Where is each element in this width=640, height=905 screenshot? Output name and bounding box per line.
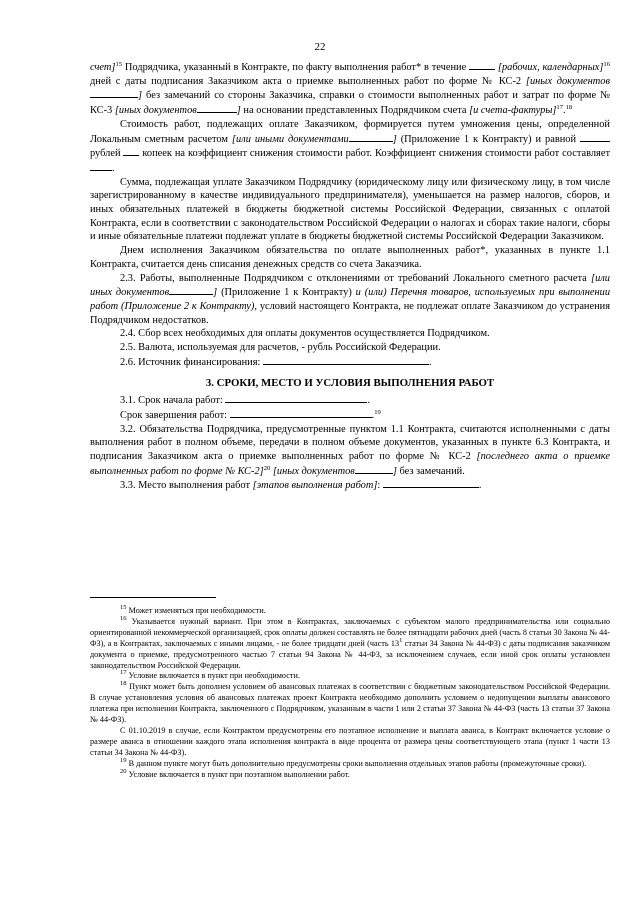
text: копеек на коэффициент снижения стоимости работ. Коэффициент снижения стоимости работ составляет (139, 148, 610, 160)
text-italic: [иных документов (525, 75, 610, 87)
text-italic: [последнего акта о приемке выполненных работ по форме № КС-2] (90, 450, 611, 477)
text: . (563, 105, 566, 117)
text-italic: [иных документов (114, 105, 197, 117)
footnote-19 (90, 756, 610, 770)
text: (Приложение 1 к Контракту) (217, 287, 356, 299)
text-italic: ] (138, 90, 143, 102)
text-italic: ] (392, 465, 397, 477)
footnote-18-continued: С 01.10.2019 в случае, если Контрактом предусмотрены его поэтапное исполнение и выплата аванса, в Контракт включается условие о размере аванса в отношении каждого этапа исполнения контракта в виде процента от размера цены соответствующего этапа (пункт 1 части 13 статьи 34 Закона № 44-ФЗ). (90, 725, 610, 757)
text: . (112, 162, 115, 174)
text: . (367, 395, 371, 407)
text-italic: [или иными документами (231, 133, 349, 145)
footnote-text: Пункт может быть дополнен условием об авансовых платежах в соответствии с бюджетным законодательством Российской Федерации. В случае установления условия об авансовых платежах проект Контракта необходимо дополнить условием о недопущении выплаты авансового платежа при исполнении Контракта, заключенного с Подрядчиком, указанным в части 1 или 2 статьи 37 Закона № 44-ФЗ (часть 13 статьи 37 Закона № 44-ФЗ). (90, 682, 610, 725)
blank-field[interactable] (225, 393, 367, 403)
document-body (90, 60, 610, 493)
paragraph-3-1-end (90, 408, 610, 423)
paragraph-taxes: Сумма, подлежащая уплате Заказчиком Подрядчику (юридическому лицу или физическому лицу, в том числе зарегистрированному в качестве индивидуального предпринимателя), уменьшается на размер налогов, сборов, и иных обязательных платежей в бюджеты бюджетной системы Российской Федерации, связанных с оплатой Контракта, если в соответствии с законодательством Российской Федерации о налогах и сборах такие налоги, сборы и иные обязательные платежи подлежат уплате в бюджеты бюджетной системы Российской Федерации Заказчиком. (90, 176, 610, 243)
footnote-20 (90, 767, 610, 781)
footnote-16 (90, 614, 611, 672)
text-italic: [этапов выполнения работ] (252, 480, 378, 492)
text-italic: ] (236, 105, 241, 117)
blank-field[interactable] (355, 464, 393, 474)
text-italic: [иных документов (272, 465, 355, 477)
blank-field[interactable] (123, 146, 139, 156)
footnote-number: 16 (120, 614, 127, 622)
paragraph-3-2 (90, 423, 610, 479)
footnote-text: Условие включается в пункт при необходимости. (128, 671, 300, 681)
footnote-number: 17 (120, 669, 127, 677)
footnote-15 (90, 606, 610, 617)
superscript: 1 (399, 636, 403, 644)
blank-field[interactable] (580, 132, 610, 142)
text: 3.2. Обязательства Подрядчика, предусмотренные пунктом 1.1 Контракта, считаются исполненными с даты выполнения работ в полном объеме, передачи в полном объеме документов, указанных в пункте 6.3 Контракта, и подписания Заказчиком акта о приемке выполненных работ по форме № КС-2 (90, 423, 610, 462)
text-italic: [или иных документов (90, 272, 610, 299)
footnote-18 (90, 682, 610, 726)
footnote-text: Указывается нужный вариант. При этом в Контрактах, заключаемых с субъектом малого предпринимательства или социально ориентированной некоммерческой организацией, срок оплаты должен составлять не более пятнадцати рабочих дней (часть 8 статьи 30 Закона № 44-ФЗ), а в Контрактах, заключаемых с иными лицами, - не более тридцати дней (часть 13 (90, 616, 610, 648)
text: : (377, 480, 383, 492)
text: Стоимость работ, подлежащих оплате Заказчиком, формируется путем умножения цены, определенной Локальным сметным расчетом (90, 118, 610, 145)
footnote-text: Может изменяться при необходимости. (128, 606, 266, 615)
paragraph-3-1-start (90, 393, 610, 408)
text: без замечаний. (396, 465, 465, 477)
text: 2.6. Источник финансирования: (120, 356, 263, 368)
text: 2.3. Работы, выполненные Подрядчиком с отклонениями от требований Локального сметного расчета (120, 272, 592, 284)
footnote-number: 18 (120, 680, 127, 688)
paragraph-payment-terms (90, 60, 610, 118)
paragraph-3-3 (90, 478, 610, 493)
blank-field[interactable] (197, 103, 237, 113)
text: . (478, 480, 482, 492)
paragraph-2-3 (90, 272, 610, 328)
text-italic: [рабочих, календарных] (495, 62, 604, 73)
footnote-ref: 18 (565, 104, 573, 112)
paragraph-2-5: 2.5. Валюта, используемая для расчетов, - рубль Российской Федерации. (120, 342, 441, 354)
blank-field[interactable] (90, 88, 138, 98)
text: рублей (90, 148, 124, 160)
text-italic: счет] (90, 62, 116, 73)
footnote-text: Условие включается в пункт при поэтапном выполнении работ. (128, 769, 350, 779)
page-number: 22 (314, 41, 326, 53)
blank-field[interactable] (90, 161, 112, 171)
footnotes (90, 606, 610, 781)
footnote-ref: 17 (556, 104, 564, 112)
text-italic: ] (392, 133, 397, 145)
text-italic: ] (213, 287, 218, 299)
text: без замечаний со стороны Заказчика, справки о стоимости выполненных работ и затрат по форме № КС-3 (90, 90, 610, 117)
paragraph-2-6 (90, 355, 610, 370)
text-italic: и (или) Перечня товаров, используемых при выполнении работ (Приложение 2 к Контракту) (90, 287, 611, 312)
blank-field[interactable] (469, 60, 495, 70)
footnote-number: 20 (120, 767, 127, 775)
text: (Приложение 1 к Контракту) и равной (396, 133, 580, 145)
paragraph-2-4: 2.4. Сбор всех необходимых для оплаты документов осуществляется Подрядчиком. (120, 328, 490, 340)
text: на основании представленных Подрядчиком счета (240, 105, 470, 117)
footnote-number: 15 (120, 604, 127, 611)
section-heading: 3. СРОКИ, МЕСТО И УСЛОВИЯ ВЫПОЛНЕНИЯ РАБОТ (205, 377, 495, 390)
blank-field[interactable] (349, 132, 393, 142)
footnote-text: В данном пункте могут быть дополнительно предусмотрены сроки выполнения отдельных этапов работы (промежуточные сроки). (128, 758, 587, 768)
text: Подрядчика, указанный в Контракте, по факту выполнения работ* в течение (122, 62, 470, 73)
blank-field[interactable] (263, 355, 429, 365)
blank-field[interactable] (383, 478, 479, 488)
footnote-separator (90, 597, 216, 598)
text: Срок завершения работ: (120, 409, 230, 421)
text: дней с даты подписания Заказчиком акта о приемке выполненных работ по форме № КС-2 (90, 75, 526, 87)
footnote-number: 19 (120, 756, 127, 764)
blank-field[interactable] (230, 408, 372, 418)
footnote-ref: 20 (263, 464, 271, 472)
text: 3.1. Срок начала работ: (120, 395, 226, 407)
blank-field[interactable] (169, 285, 213, 295)
footnote-ref: 16 (603, 61, 610, 68)
paragraph-payment-date: Днем исполнения Заказчиком обязательства по оплате выполненных работ*, указанных в пункте 1.1 Контракта, считается день списания денежных средств со счета Заказчика. (90, 245, 610, 270)
footnote-17 (90, 671, 610, 682)
text: 3.3. Место выполнения работ (120, 480, 253, 492)
text: , условий настоящего Контракта, не подлежат оплате Заказчиком до устранения Подрядчиком недостатков. (90, 300, 610, 326)
paragraph-cost-calculation (90, 118, 610, 176)
text-italic: [и счета-фактуры] (469, 105, 557, 117)
footnote-ref: 19 (374, 408, 381, 416)
footnote-ref: 15 (115, 61, 123, 68)
text: . (428, 356, 432, 368)
text: . (371, 409, 375, 421)
footnote-text: статьи 34 Закона № 44-ФЗ) с даты подписания заказчиком документа о приемке, предусмотренного частью 7 статьи 94 Закона № 44-ФЗ, за исключением случаев, если иной срок оплаты установлен законодательством Российской Федерации. (90, 638, 611, 670)
